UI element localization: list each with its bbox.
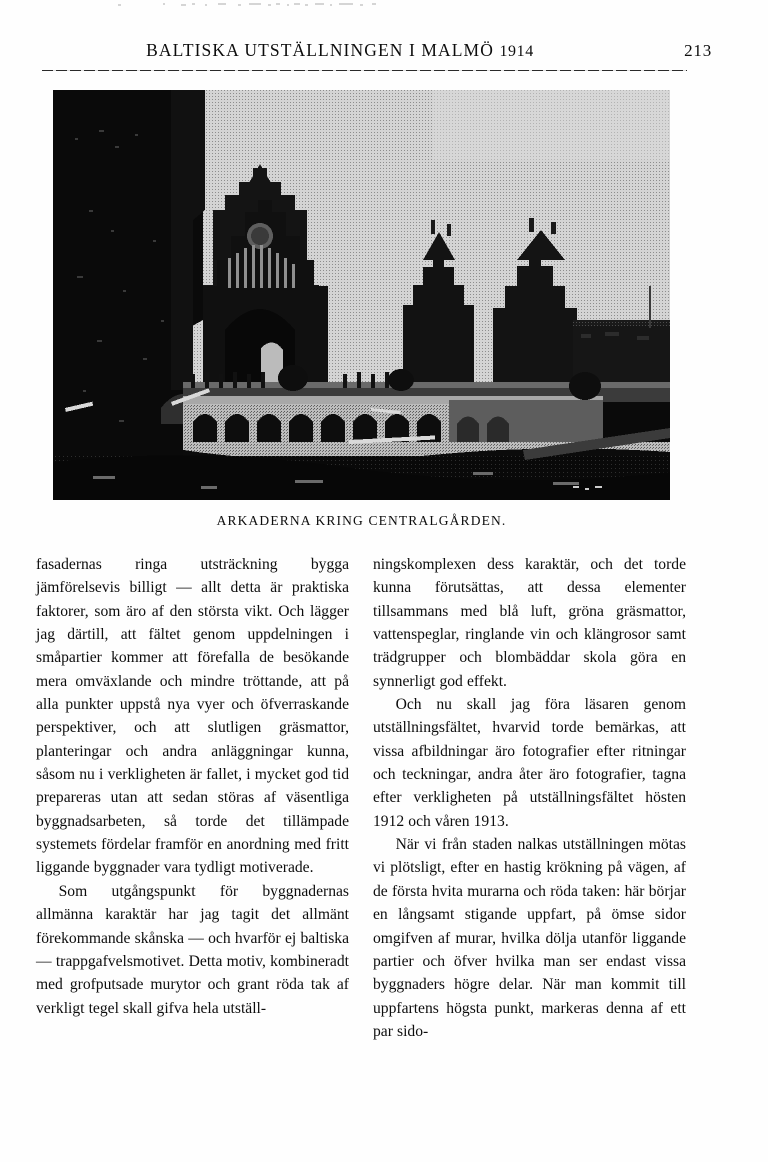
paragraph: Som utgångspunkt för byggnadernas allmänna karaktär har jag tagit det allmänt förekommande skånska — och hvarför ej baltiska — trappgafvelsmotivet. Detta motiv, kombineradt med grofputsade murytor och grant röda tak af verkligt tegel skall gifva hela utställ- [36,882,349,1017]
running-head [40,40,730,68]
running-head-year: 1914 [499,43,534,60]
scan-artifact-band [0,0,768,14]
body-column-left [36,553,349,1020]
page-number: 213 [684,41,712,60]
running-head-title [40,40,640,61]
figure-caption: ARKADERNA KRING CENTRALGÅRDEN. [216,513,507,528]
paragraph: ningskomplexen dess karaktär, och det torde kunna förutsättas, att dessa elementer tillsammans med blå luft, gröna gräsmattor, vattenspeglar, ringlande vin och klängrosor samt trädgrupper och blombäddar skola göra en synnerligt god effekt. [373,556,686,690]
body-column-right [373,553,686,1043]
paragraph: Och nu skall jag föra läsaren genom utställningsfältet, hvarvid torde bemärkas, att vissa afbildningar äro fotografier efter ritningar och teckningar, andra åter äro fotografier, tagna efter verkligheten på utställningsfältet hösten 1912 och våren 1913. [373,696,686,830]
figure-photograph [53,90,670,500]
photograph-artwork [53,90,670,500]
running-head-title-text: BALTISKA UTSTÄLLNINGEN I MALMÖ [146,40,494,60]
paragraph: fasadernas ringa utsträckning bygga jämförelsevis billigt — allt detta är praktiska faktorer, som äro af den största vikt. Och lägger jag därtill, att fältet genom uppdelningen i småpartier kommer att förefalla de besökande mera omväxlande och mindre tröttande, att på alla punkter uppstå nya vyer och öfverraskande perspektiver, och att slutligen gräsmattor, planteringar och andra anläggningar kunna, såsom nu i verkligheten är fallet, i mycket god tid prepareras utan att sedan störas af väsentliga byggnadsarbeten, så torde det tillämpade systemets fördelar framför en anordning med fritt liggande byggnader vara tydligt motiverade. [36,556,349,877]
header-rule [42,70,687,71]
paragraph: När vi från staden nalkas utställningen mötas vi plötsligt, efter en hastig krökning på vägen, af de första hvita murarna och röda taken: här börjar en långsamt stigande uppfart, på ömse sidor omgifven af murar, hvilka dölja utanför liggande partier och öfver hvilka man ser endast vissa byggnaders högre delar. När man kommit till uppfartens högsta punkt, markeras denna af ett par sido- [373,836,686,1040]
